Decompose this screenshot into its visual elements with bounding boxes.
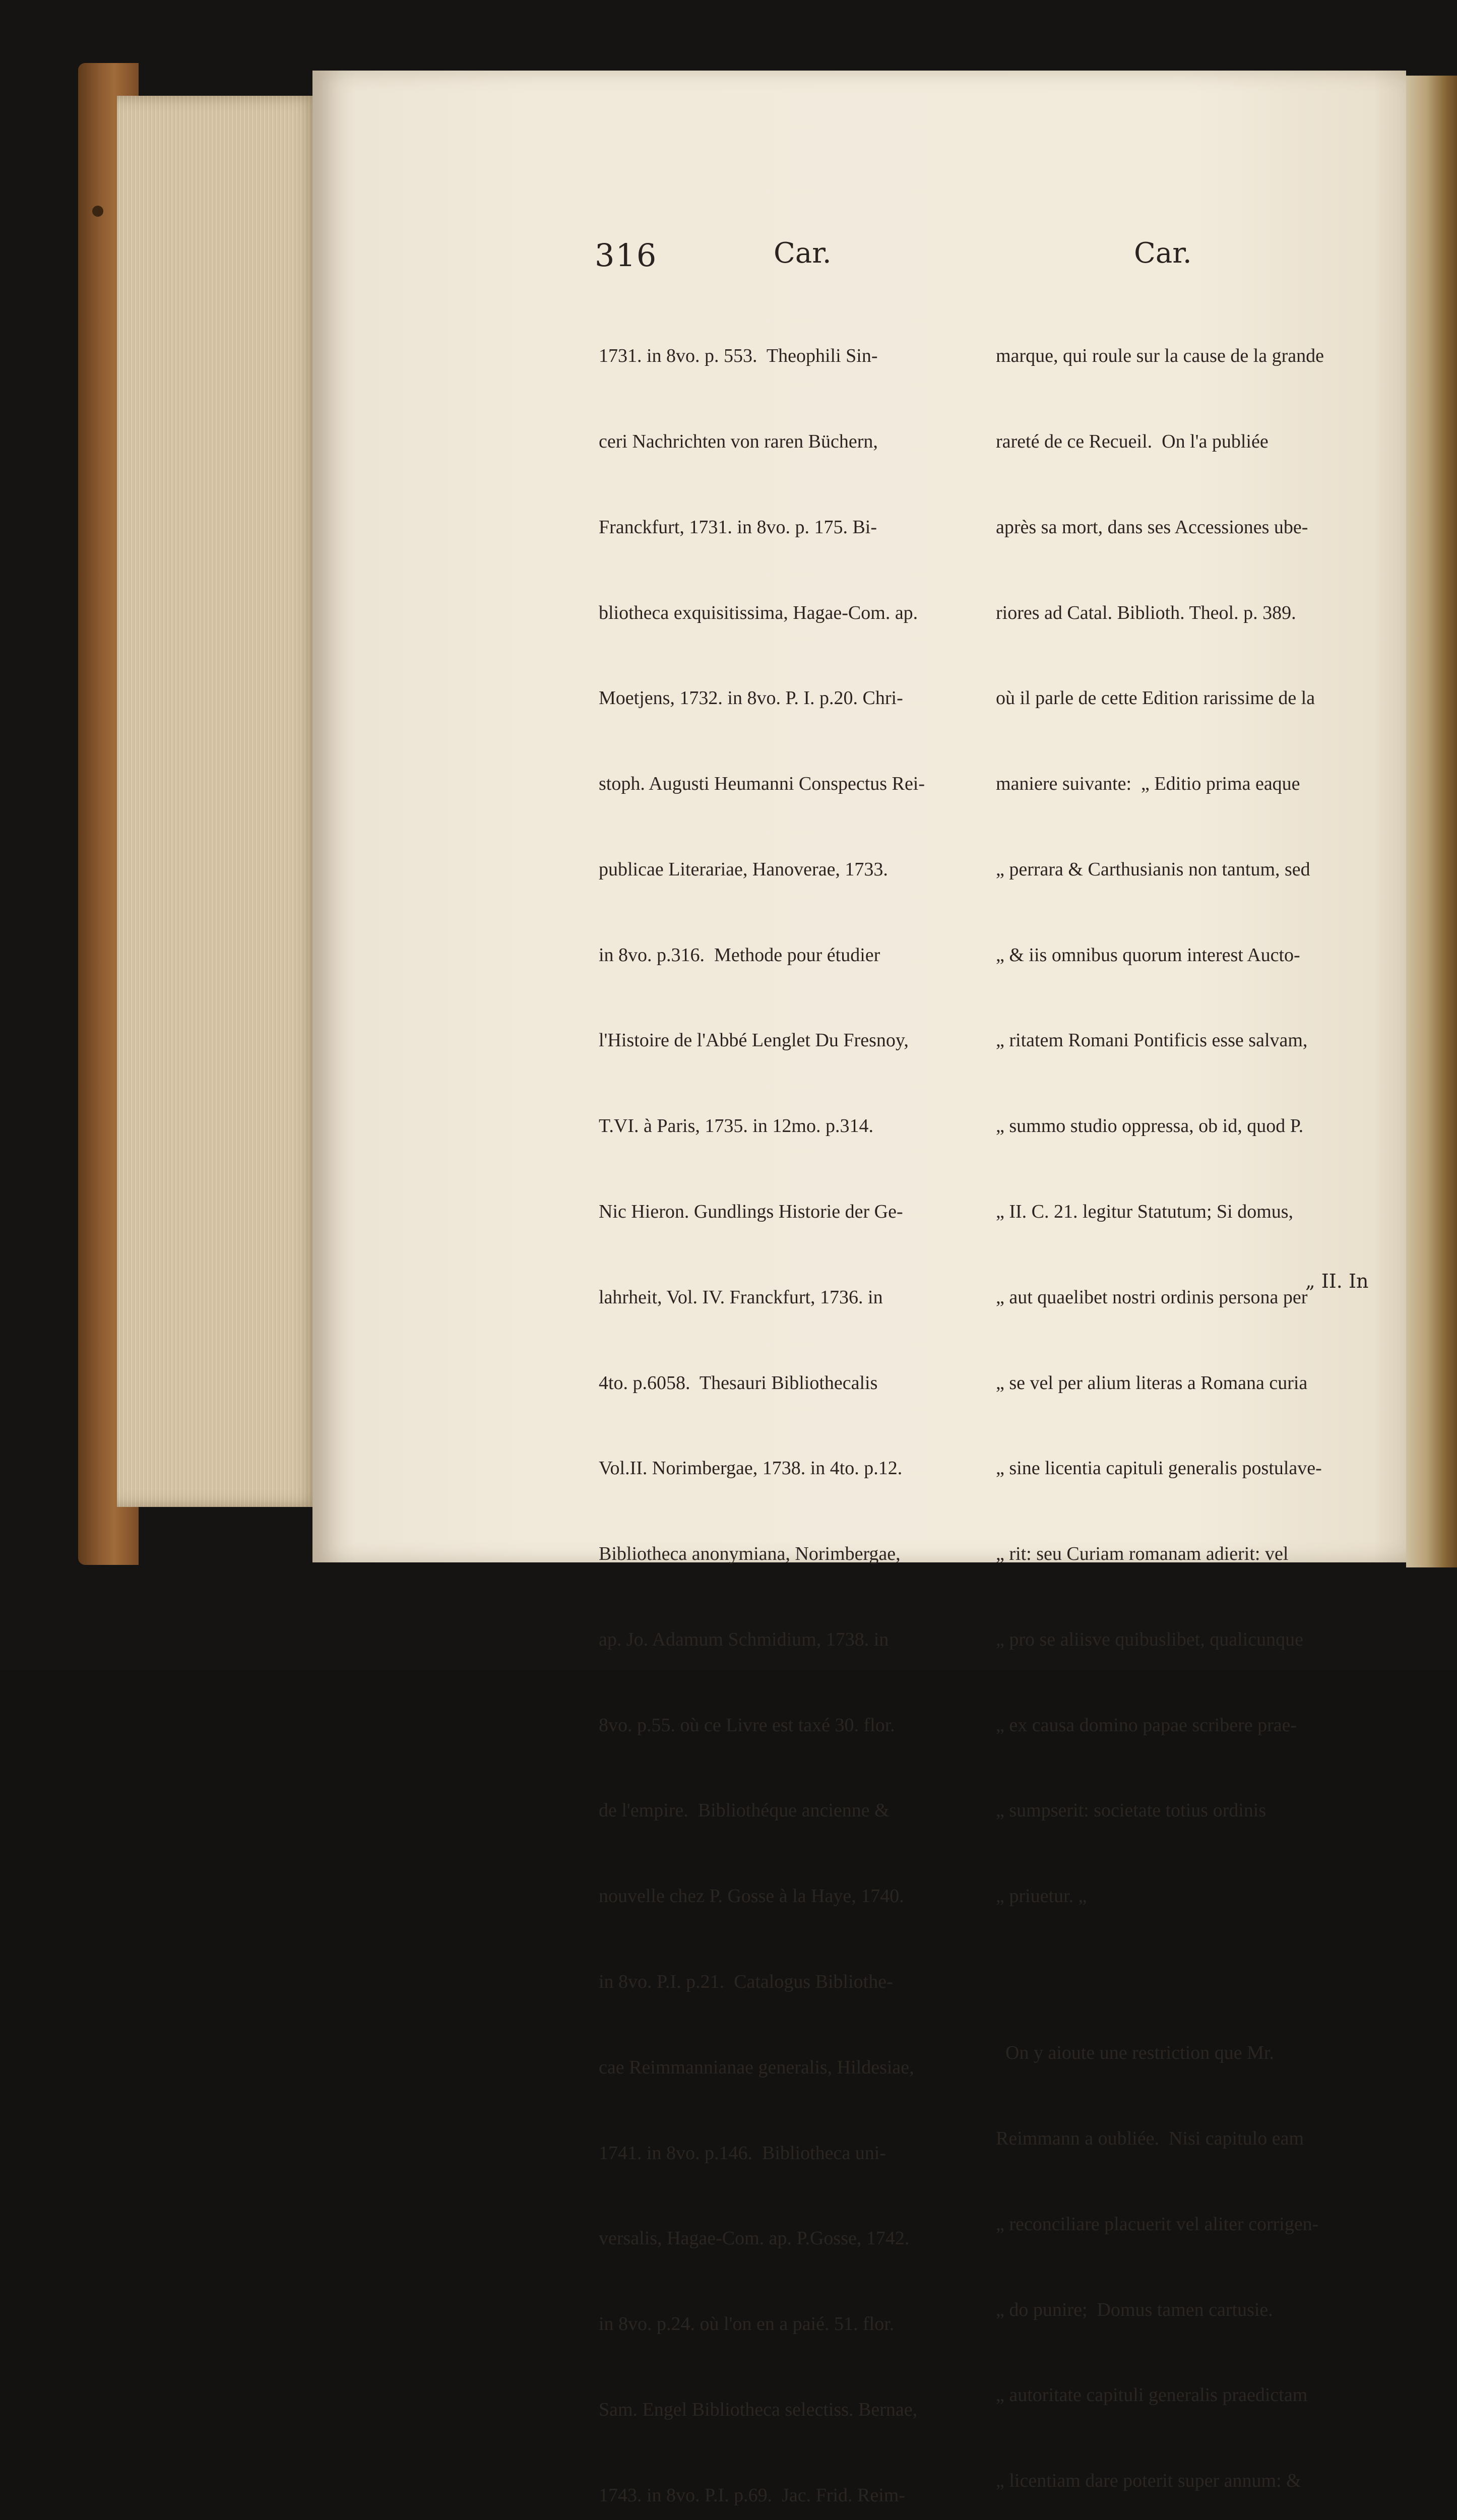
text-line: lahrheit, Vol. IV. Franckfurt, 1736. in [599, 1286, 883, 1308]
text-line: Sam. Engel Bibliotheca selectiss. Bernae, [599, 2399, 918, 2420]
text-line: maniere suivante: „ Editio prima eaque [996, 773, 1300, 795]
text-line: Bibliotheca anonymiana, Norimbergae, [599, 1543, 901, 1565]
text-line: 1741. in 8vo. p.146. Bibliotheca uni- [599, 2142, 886, 2164]
text-line: „ summo studio oppressa, ob id, quod P. [996, 1115, 1304, 1137]
text-line: stoph. Augusti Heumanni Conspectus Rei- [599, 773, 925, 795]
text-line: On y aioute une restriction que Mr. [996, 2042, 1274, 2064]
page-number: 316 [595, 237, 658, 274]
text-line: Moetjens, 1732. in 8vo. P. I. p.20. Chri- [599, 687, 903, 709]
text-line: „ II. C. 21. legitur Statutum; Si domus, [996, 1201, 1294, 1222]
text-line: bliotheca exquisitissima, Hagae-Com. ap. [599, 602, 918, 623]
facing-page-edge [1406, 76, 1457, 1567]
text-line: in 8vo. P.I. p.21. Catalogus Bibliothe- [599, 1971, 893, 1993]
text-line: Reimmann a oubliée. Nisi capitulo eam [996, 2128, 1304, 2149]
text-line: „ autoritate capituli generalis praedictam [996, 2384, 1308, 2406]
text-line: „ se vel per alium literas a Romana curia [996, 1372, 1308, 1394]
text-line: où il parle de cette Edition rarissime de la [996, 687, 1315, 709]
text-line: publicae Literariae, Hanoverae, 1733. [599, 858, 888, 880]
text-line: après sa mort, dans ses Accessiones ube- [996, 516, 1308, 538]
text-line: „ ex causa domino papae scribere prae- [996, 1714, 1297, 1736]
text-line: 1731. in 8vo. p. 553. Theophili Sin- [599, 345, 878, 367]
paragraph-gap [996, 1968, 1324, 1982]
left-column [599, 285, 963, 2520]
text-line: de l'empire. Bibliothéque ancienne & [599, 1800, 890, 1821]
text-line: ceri Nachrichten von raren Büchern, [599, 430, 878, 452]
text-line: „ pro se aliisve quibuslibet, qualicunque [996, 1628, 1303, 1650]
text-line: Vol.II. Norimbergae, 1738. in 4to. p.12. [599, 1458, 903, 1479]
text-line: Nic Hieron. Gundlings Historie der Ge- [599, 1201, 903, 1222]
text-line: ap. Jo. Adamum Schmidium, 1738. in [599, 1628, 889, 1650]
text-line: rareté de ce Recueil. On l'a publiée [996, 430, 1269, 452]
text-line: „ do punire; Domus tamen cartusie. [996, 2299, 1273, 2320]
text-line: in 8vo. p.316. Methode pour étudier [599, 944, 880, 966]
running-head-left: Car. [774, 237, 832, 270]
text-line: in 8vo. p.24. où l'on en a paié. 51. flor. [599, 2313, 895, 2335]
text-line: „ reconciliare placuerit vel aliter corrigen- [996, 2213, 1319, 2235]
text-line: „ priuetur. „ [996, 1885, 1087, 1907]
text-line: 8vo. p.55. où ce Livre est taxé 30. flor. [599, 1714, 895, 1736]
text-line: riores ad Catal. Biblioth. Theol. p. 389. [996, 602, 1296, 623]
text-line: „ licentiam dare poterit super annum: & [996, 2470, 1301, 2492]
text-line: „ & iis omnibus quorum interest Aucto- [996, 944, 1300, 966]
text-line: cae Reimmannianae generalis, Hildesiae, [599, 2056, 914, 2078]
right-column [996, 285, 1324, 2520]
text-line: versalis, Hagae-Com. ap. P.Gosse, 1742. [599, 2228, 910, 2249]
text-line: l'Histoire de l'Abbé Lenglet Du Fresnoy, [599, 1030, 909, 1051]
text-line: „ sumpserit: societate totius ordinis [996, 1800, 1266, 1821]
text-line: „ sine licentia capituli generalis postulave- [996, 1458, 1322, 1479]
page-edges [117, 96, 319, 1507]
text-line: 1743. in 8vo. P.I. p.69. Jac. Frid. Reim- [599, 2484, 905, 2506]
text-line: „ rit: seu Curiam romanam adierit: vel [996, 1543, 1289, 1565]
text-line: „ ritatem Romani Pontificis esse salvam, [996, 1030, 1308, 1051]
text-line: Franckfurt, 1731. in 8vo. p. 175. Bi- [599, 516, 877, 538]
text-line: marque, qui roule sur la cause de la grande [996, 345, 1324, 367]
catchword: „ II. In [1305, 1270, 1369, 1292]
text-line: 4to. p.6058. Thesauri Bibliothecalis [599, 1372, 878, 1394]
text-line: „ perrara & Carthusianis non tantum, sed [996, 858, 1310, 880]
text-line: T.VI. à Paris, 1735. in 12mo. p.314. [599, 1115, 873, 1137]
text-line: „ aut quaelibet nostri ordinis persona per [996, 1286, 1308, 1308]
cover-nail-mark [92, 206, 103, 217]
text-line: nouvelle chez P. Gosse à la Haye, 1740. [599, 1885, 904, 1907]
running-head-right: Car. [1134, 237, 1192, 270]
